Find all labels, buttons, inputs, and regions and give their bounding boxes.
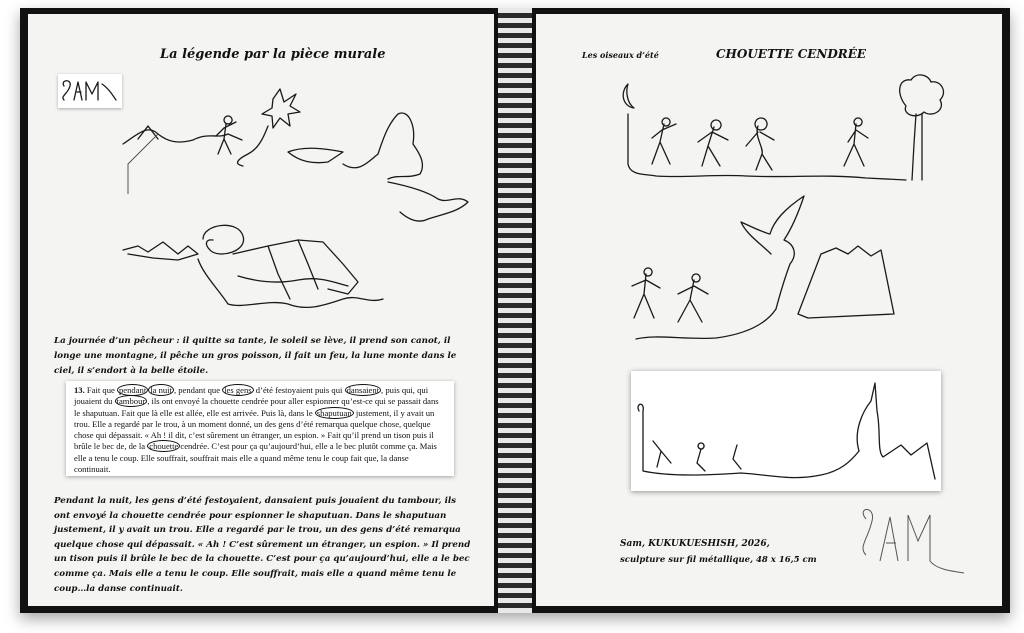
circled-word: dansaient [346, 385, 380, 395]
credit-year: , 2026, [735, 539, 770, 549]
credit-artist: Sam, [620, 539, 649, 549]
excerpt-text: , ils ont envoyé la chouette cendrée pour aller espionner qu’est-ce qui se passait dans le shaputuan. Fait que là elle est allée, elle est arrivée. Puis là, dans le [74, 396, 439, 418]
sketchbook [20, 8, 1010, 613]
summer-people-wire-sculpture [536, 14, 1002, 194]
circled-word: chouette [149, 441, 179, 452]
left-page-title: La légende par la pièce murale [160, 47, 386, 62]
excerpt-number: 13. [74, 385, 85, 395]
right-page-title: CHOUETTE CENDRÉE [716, 47, 867, 61]
excerpt-text: justement, il y avait un trou. Elle a regardé par le trou, à un moment donné, un des gens d’été remarqua quelque chose, quelque chose qui dépassait. « Ah ! il dit, c’est sûrement un étranger, un espion. » Fait qu’il prend un tison puis il brûle le bec de, de la [74, 407, 435, 452]
circled-word: la nuit [150, 385, 172, 395]
signature-wire-icon [854, 499, 974, 579]
left-page [28, 14, 494, 606]
fisherman-wire-sculpture-bottom [28, 14, 494, 344]
excerpt-text: cendrée. C’est pour ça qu’aujourd’hui, elle a le bec plutôt comme ça. Mais elle a tenu le coup. Elle souffrait, souffrait mais elle a quand même tenu le coup fait que, la danse continuait. [74, 441, 437, 475]
series-label: Les oiseaux d’été [582, 50, 659, 60]
transcript-excerpt [66, 381, 454, 476]
right-page [536, 14, 1002, 606]
spiral-binding [498, 8, 532, 613]
sculpture-photo-wire [631, 371, 941, 491]
credit-title: KUKUKUESHISH [648, 539, 736, 549]
credit-line-2: sculpture sur fil métallique, 48 x 16,5 cm [620, 555, 817, 565]
excerpt-text: d’été festoyaient puis qui [255, 385, 343, 395]
sculpture-photo [631, 371, 941, 491]
circled-word: shaputuan [316, 407, 352, 418]
circled-word: les gens [224, 385, 252, 395]
owl-and-tent-wire-sculpture [536, 184, 1002, 364]
excerpt-text: , pendant que [173, 385, 221, 395]
credit-line-1 [620, 539, 770, 549]
circled-word: tambour [116, 396, 146, 407]
excerpt-text: Fait que [86, 385, 115, 395]
excerpt-text: , puis qui, qui jouaient du [74, 385, 429, 407]
circled-word: pendant [119, 385, 147, 395]
excerpt-translation: Pendant la nuit, les gens d’été festoyaient, dansaient puis jouaient du tambour, ils ont envoyé la chouette cendrée pour espionner le shaputuan. Dans le shaputuan justement, il y avait un trou. Elle a regardé par le trou, un des gens d’été remarqua quelque chose qui dépassait. « Ah ! C’est sûrement un étranger, un espion. » Il prend un tison puis il brûle le bec de la chouette. C’est pour ça qu’aujourd’hui, elle a le bec comme ça. Mais elle a tenu le coup. Elle souffrait, mais elle a quand même tenu le coup…la danse continuait. [54, 496, 471, 594]
fisherman-caption: La journée d’un pêcheur : il quitte sa tante, le soleil se lève, il prend son canot, il longe une montagne, il pêche un gros poisson, il fait un feu, la lune monte dans le ciel, il s’endort à la belle étoile. [54, 336, 457, 376]
